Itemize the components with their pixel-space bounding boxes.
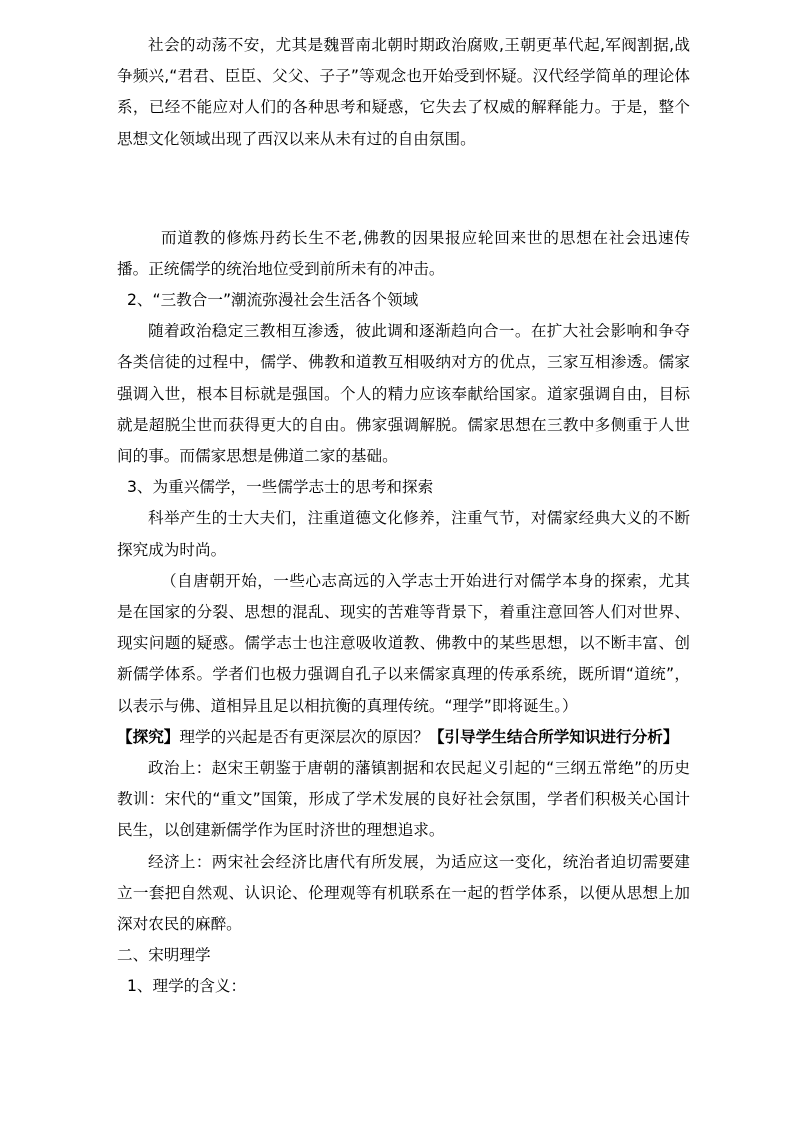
content-block xyxy=(117,285,690,1003)
heading-revive-confucianism: 3、为重兴儒学，一些儒学志士的思考和探索 xyxy=(127,478,434,497)
paragraph-taoism-buddhism xyxy=(117,223,690,285)
heading-section-two: 二、宋明理学 xyxy=(117,946,211,965)
explore-guide: 【引导学生结合所学知识进行分析】 xyxy=(428,727,679,746)
paragraph-text: 而道教的修炼丹药长生不老,佛教的因果报应轮回来世的思想在社会迅速传播。正统儒学的统治地位受到前所未有的冲击。 xyxy=(117,229,690,279)
paragraph-economic: 经济上：两宋社会经济比唐代有所发展，为适应这一变化，统治者迫切需要建立一套把自然观、认识论、伦理观等有机联系在一起的哲学体系，以便从思想上加深对农民的麻醉。 xyxy=(117,852,690,934)
paragraph-three-teachings: 随着政治稳定三教相互渗透，彼此调和逐渐趋向合一。在扩大社会影响和争夺各类信徒的过程中，儒学、佛教和道教互相吸纳对方的优点，三家互相渗透。儒家强调入世，根本目标就是强国。个人的精力应该奉献给国家。道家强调自由，目标就是超脱尘世而获得更大的自由。佛家强调解脱。儒家思想在三教中多侧重于人世间的事。而儒家思想是佛道二家的基础。 xyxy=(117,322,690,466)
paragraph-political: 政治上：赵宋王朝鉴于唐朝的藩镇割据和农民起义引起的“三纲五常绝”的历史教训：宋代的“重文”国策，形成了学术发展的良好社会氛围，学者们积极关心国计民生，以创建新儒学作为匡时济世的理想追求。 xyxy=(117,759,690,840)
explore-question xyxy=(117,722,690,753)
heading-three-teachings: 2、“三教合一”潮流弥漫社会生活各个领域 xyxy=(127,291,419,309)
explore-text: 理学的兴起是否有更深层次的原因？ xyxy=(179,727,429,746)
paragraph-social-turmoil xyxy=(117,30,690,155)
explore-tag: 【探究】 xyxy=(117,727,180,746)
paragraph-tang-exploration: （自唐朝开始，一些心志高远的入学志士开始进行对儒学本身的探索，尤其是在国家的分裂、思想的混乱、现实的苦难等背景下，着重注意回答人们对世界、现实问题的疑惑。儒学志士也注意吸收道教、佛教中的某些思想，以不断丰富、创新儒学体系。学者们也极力强调自孔子以来儒家真理的传承系统，既所谓“道统”，以表示与佛、道相异且足以相抗衡的真理传统。“理学”即将诞生。） xyxy=(117,571,690,715)
heading-lixue-meaning: 1、理学的含义： xyxy=(127,977,247,996)
paragraph-text: 社会的动荡不安，尤其是魏晋南北朝时期政治腐败,王朝更革代起,军阀割据,战争频兴,“君君、臣臣、父父、子子”等观念也开始受到怀疑。汉代经学简单的理论体系，已经不能应对人们的各种思考和疑惑，它失去了权威的解释能力。于是，整个思想文化领域出现了西汉以来从未有过的自由氛围。 xyxy=(117,36,690,148)
paragraph-scholar-officials: 科举产生的士大夫们，注重道德文化修养，注重气节，对儒家经典大义的不断探究成为时尚。 xyxy=(117,509,690,559)
